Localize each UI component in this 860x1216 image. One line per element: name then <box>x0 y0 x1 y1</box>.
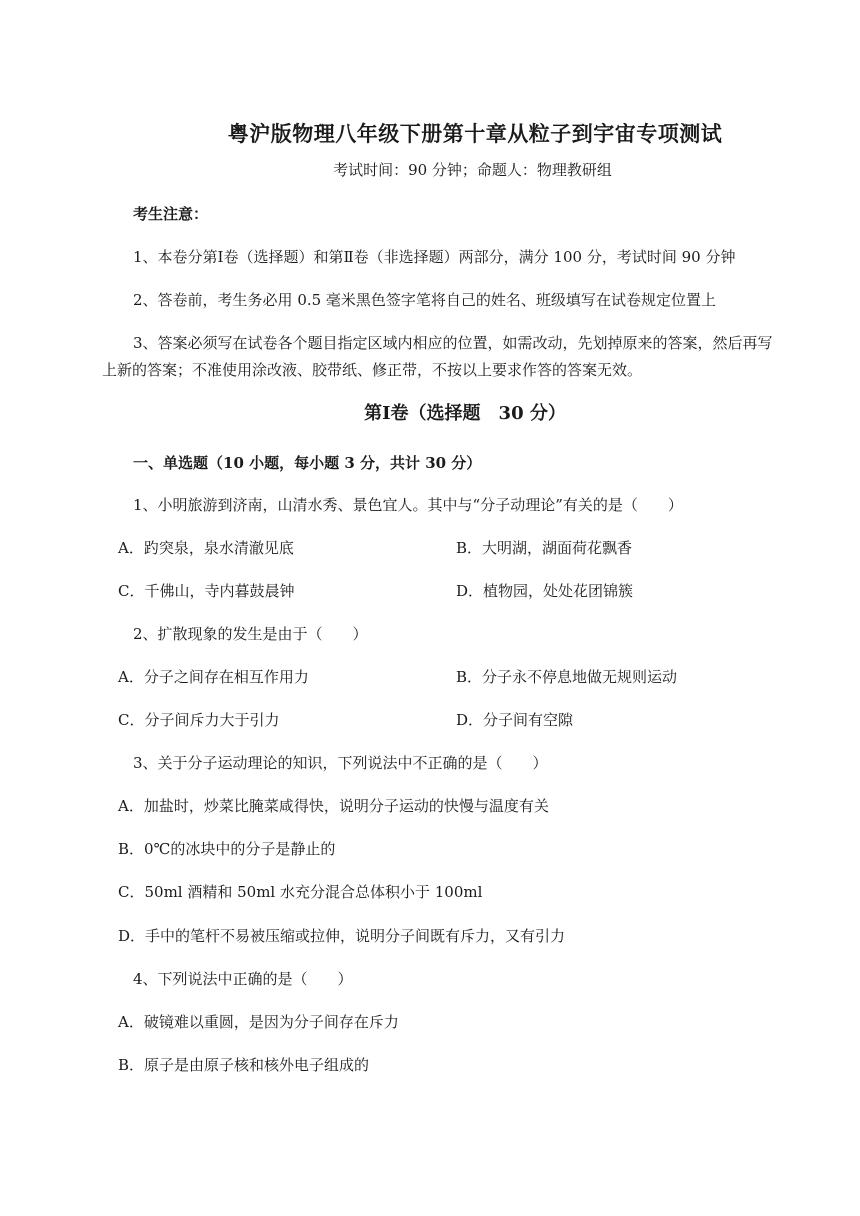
option-a: A．破镜难以重圆，是因为分子间存在斥力 <box>118 1013 399 1031</box>
part-title: 第Ⅰ卷（选择题 30 分） <box>364 403 566 424</box>
option-b: B．大明湖，湖面荷花飘香 <box>456 539 633 557</box>
question-stem: 4、下列说法中正确的是（ ） <box>133 970 353 988</box>
notice-heading: 考生注意： <box>133 205 209 223</box>
notice-item: 3、答案必须写在试卷各个题目指定区域内相应的位置，如需改动，先划掉原来的答案，然后再写 <box>133 334 773 352</box>
option-c: C．50ml 酒精和 50ml 水充分混合总体积小于 100ml <box>118 883 483 901</box>
option-a: A．分子之间存在相互作用力 <box>118 668 309 686</box>
exam-info: 考试时间：90 分钟；命题人：物理教研组 <box>333 161 612 179</box>
option-d: D．手中的笔杆不易被压缩或拉伸，说明分子间既有斥力，又有引力 <box>118 927 566 945</box>
option-c: C．分子间斥力大于引力 <box>118 711 280 729</box>
option-b: B．0℃的冰块中的分子是静止的 <box>118 840 336 858</box>
notice-item: 2、答卷前，考生务必用 0.5 毫米黑色签字笔将自己的姓名、班级填写在试卷规定位置上 <box>133 291 716 309</box>
question-stem: 3、关于分子运动理论的知识，下列说法中不正确的是（ ） <box>133 754 548 772</box>
page-title: 粤沪版物理八年级下册第十章从粒子到宇宙专项测试 <box>227 121 723 146</box>
question-stem: 2、扩散现象的发生是由于（ ） <box>133 625 368 643</box>
notice-item: 1、本卷分第Ⅰ卷（选择题）和第Ⅱ卷（非选择题）两部分，满分 100 分，考试时间 90 分钟 <box>133 248 736 266</box>
option-d: D．植物园，处处花团锦簇 <box>456 582 634 600</box>
question-stem: 1、小明旅游到济南，山清水秀、景色宜人。其中与“分子动理论”有关的是（ ） <box>133 496 683 514</box>
option-a: A．加盐时，炒菜比腌菜咸得快，说明分子运动的快慢与温度有关 <box>118 797 549 815</box>
notice-item-continued: 上新的答案；不准使用涂改液、胶带纸、修正带，不按以上要求作答的答案无效。 <box>102 361 643 379</box>
option-a: A．趵突泉，泉水清澈见底 <box>118 539 294 557</box>
option-b: B．分子永不停息地做无规则运动 <box>456 668 678 686</box>
option-c: C．千佛山，寺内暮鼓晨钟 <box>118 582 295 600</box>
option-b: B．原子是由原子核和核外电子组成的 <box>118 1056 370 1074</box>
section-heading: 一、单选题（10 小题，每小题 3 分，共计 30 分） <box>133 454 482 472</box>
option-d: D．分子间有空隙 <box>456 711 574 729</box>
